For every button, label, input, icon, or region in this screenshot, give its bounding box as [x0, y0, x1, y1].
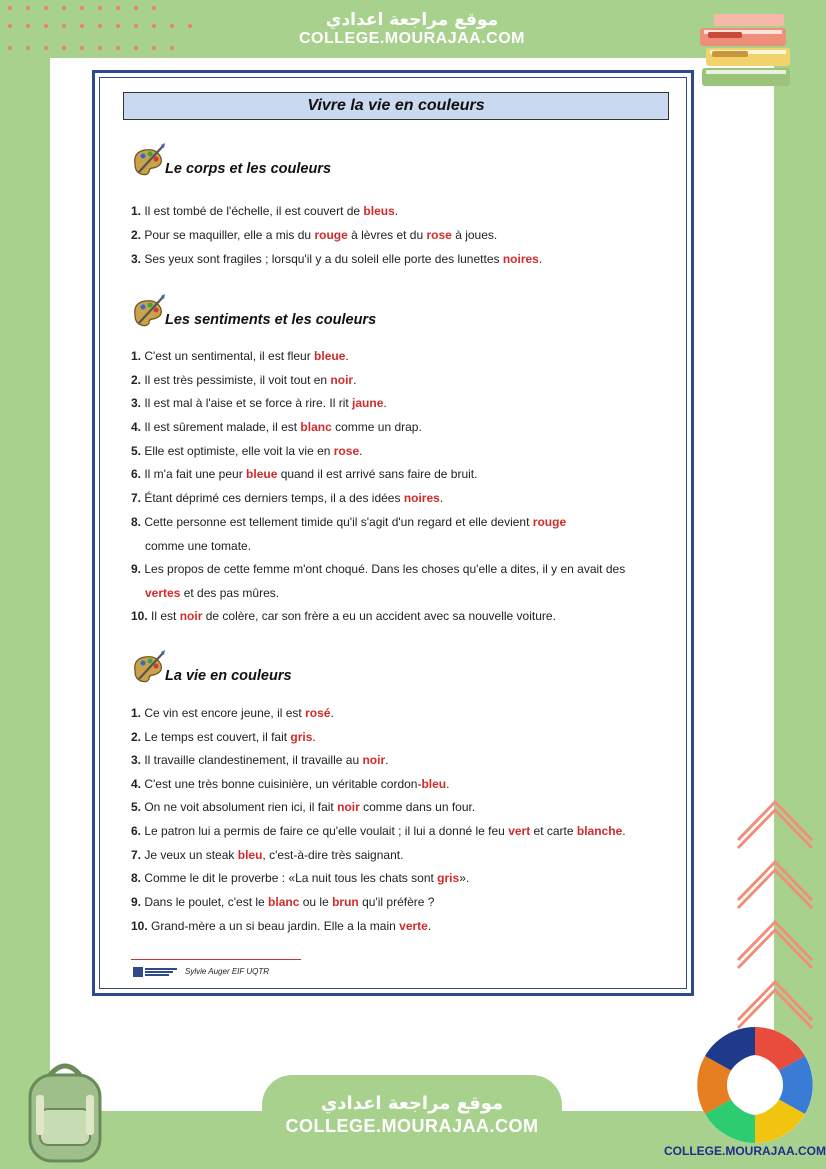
worksheet: [92, 70, 694, 996]
dot: [80, 6, 84, 10]
header-banner: [262, 0, 562, 58]
footer-author: Sylvie Auger EIF UQTR: [185, 967, 270, 977]
palette-brush-icon: [131, 142, 167, 178]
books-icon: [696, 10, 800, 94]
section-heading-text: Le corps et les couleurs: [165, 161, 332, 177]
item-number: 2.: [131, 373, 145, 387]
color-word: noir: [337, 800, 360, 814]
item-text: , c'est-à-dire très saignant.: [262, 848, 404, 862]
item-text: et des pas mûres.: [180, 586, 280, 600]
item-text: On ne voit absolument rien ici, il fait: [144, 800, 338, 814]
color-word: jaune: [352, 396, 384, 410]
item-text: .: [622, 824, 626, 838]
item-text: comme dans un four.: [359, 800, 476, 814]
dot: [62, 24, 66, 28]
footer-site-url[interactable]: COLLEGE.MOURAJAA.COM: [285, 1116, 539, 1136]
dot: [152, 6, 156, 10]
frame-left: [0, 0, 50, 1169]
dot: [98, 6, 102, 10]
item-text: Il est: [151, 609, 180, 623]
decorative-dots: [4, 2, 204, 52]
item-text: comme une tomate.: [145, 539, 252, 553]
item-number: 10.: [131, 919, 152, 933]
section-heading-text: La vie en couleurs: [165, 668, 292, 684]
item-number: 10.: [131, 609, 152, 623]
dot: [134, 46, 138, 50]
item-text: de colère, car son frère a eu un accident avec sa nouvelle voiture.: [202, 609, 556, 623]
palette-brush-icon: [131, 649, 167, 685]
item-text: Il est sûrement malade, il est: [144, 420, 301, 434]
item-number: 7.: [131, 848, 145, 862]
exercise-line: [131, 730, 316, 744]
item-text: qu'il préfère ?: [358, 895, 435, 909]
chevron-up-decorations: [730, 790, 820, 1030]
item-text: Les propos de cette femme m'ont choqué. Dans les choses qu'elle a dites, il y en avait des: [144, 562, 626, 576]
worksheet-title: Vivre la vie en couleurs: [123, 92, 669, 120]
item-text: .: [439, 491, 444, 505]
color-word: noir: [179, 609, 203, 623]
site-arabic-title: موقع مراجعة اعدادي: [325, 10, 499, 30]
brand-url[interactable]: COLLEGE.MOURAJAA.COM: [664, 1144, 826, 1158]
exercise-line: [131, 252, 542, 266]
dot: [134, 6, 138, 10]
color-word: noir: [362, 753, 386, 767]
site-url[interactable]: COLLEGE.MOURAJAA.COM: [299, 30, 525, 47]
section-heading: [131, 649, 531, 689]
section-heading: [131, 293, 531, 333]
item-text: .: [383, 396, 387, 410]
item-text: Comme le dit le proverbe : «La nuit tous les chats sont: [144, 871, 438, 885]
color-word: noires: [403, 491, 440, 505]
item-text: .: [312, 730, 316, 744]
color-word: bleu: [421, 777, 447, 791]
dot: [62, 6, 66, 10]
item-text: à joues.: [451, 228, 498, 242]
item-text: C'est un sentimental, il est fleur: [144, 349, 315, 363]
color-word: gris: [437, 871, 460, 885]
exercise-line: [145, 539, 251, 553]
footer-credit: [133, 966, 269, 978]
item-text: à lèvres et du: [347, 228, 427, 242]
item-text: Il m'a fait une peur: [144, 467, 247, 481]
item-text: et carte: [530, 824, 577, 838]
color-word: brun: [332, 895, 359, 909]
dot: [8, 6, 12, 10]
color-word: rouge: [532, 515, 567, 529]
color-word: verte: [399, 919, 428, 933]
item-text: Je veux un steak: [144, 848, 238, 862]
item-number: 1.: [131, 349, 145, 363]
item-text: .: [538, 252, 543, 266]
dot: [170, 46, 174, 50]
color-word: noires: [502, 252, 539, 266]
color-word: rouge: [314, 228, 348, 242]
item-text: .: [353, 373, 357, 387]
dot: [44, 46, 48, 50]
color-word: rose: [426, 228, 452, 242]
exercise-line: [131, 800, 475, 814]
color-word: vertes: [145, 586, 181, 600]
color-word: bleus: [363, 204, 395, 218]
item-number: 5.: [131, 800, 145, 814]
dot: [44, 6, 48, 10]
color-word: rose: [333, 444, 360, 458]
exercise-line: [131, 228, 497, 242]
subjects-circle-logo: [692, 1022, 818, 1148]
item-text: Il est tombé de l'échelle, il est couvert de: [144, 204, 364, 218]
section-heading-text: Les sentiments et les couleurs: [165, 312, 377, 328]
item-number: 4.: [131, 777, 145, 791]
dot: [26, 46, 30, 50]
color-word: gris: [290, 730, 313, 744]
item-text: .: [446, 777, 450, 791]
footer-divider: [131, 959, 301, 960]
exercise-line: [131, 777, 449, 791]
color-word: blanc: [268, 895, 300, 909]
item-text: quand il est arrivé sans faire de bruit.: [277, 467, 478, 481]
exercise-line: [131, 420, 422, 434]
color-word: noir: [330, 373, 354, 387]
item-text: Cette personne est tellement timide qu'il s'agit d'un regard et elle devient: [144, 515, 533, 529]
footer-banner: [262, 1075, 562, 1145]
exercise-line: [131, 444, 362, 458]
item-number: 9.: [131, 562, 145, 576]
item-number: 3.: [131, 396, 145, 410]
color-word: blanc: [300, 420, 332, 434]
dot: [80, 46, 84, 50]
exercise-line: [131, 396, 387, 410]
item-text: .: [330, 706, 334, 720]
item-text: Il est mal à l'aise et se force à rire. Il rit: [144, 396, 353, 410]
exercise-line: [131, 706, 334, 720]
dot: [8, 46, 12, 50]
color-word: rosé: [305, 706, 331, 720]
exercise-line: [131, 491, 443, 505]
exercise-line: [131, 919, 431, 933]
exercise-line: [131, 515, 566, 529]
item-number: 2.: [131, 228, 145, 242]
exercise-line: [131, 204, 398, 218]
item-number: 6.: [131, 467, 145, 481]
exercise-line: [131, 467, 477, 481]
color-word: bleue: [246, 467, 278, 481]
exercise-line: [131, 562, 625, 576]
exercise-line: [131, 349, 349, 363]
exercise-line: [131, 848, 403, 862]
item-number: 3.: [131, 753, 145, 767]
item-text: Grand-mère a un si beau jardin. Elle a la main: [151, 919, 400, 933]
dot: [116, 24, 120, 28]
color-word: blanche: [576, 824, 623, 838]
backpack-icon: [10, 1055, 120, 1165]
item-text: Étant déprimé ces derniers temps, il a des idées: [144, 491, 404, 505]
item-text: Pour se maquiller, elle a mis du: [144, 228, 315, 242]
item-text: .: [345, 349, 349, 363]
item-text: ou le: [299, 895, 333, 909]
item-number: 7.: [131, 491, 145, 505]
exercise-line: [131, 824, 626, 838]
footer-arabic-title: موقع مراجعة اعدادي: [320, 1093, 504, 1114]
dot: [98, 46, 102, 50]
dot: [152, 46, 156, 50]
exercise-line: [131, 871, 469, 885]
exercise-line: [131, 895, 434, 909]
item-number: 1.: [131, 706, 145, 720]
dot: [134, 24, 138, 28]
dot: [62, 46, 66, 50]
item-number: 8.: [131, 871, 145, 885]
item-text: ».: [459, 871, 470, 885]
dot: [116, 6, 120, 10]
dot: [98, 24, 102, 28]
exercise-line: [145, 586, 279, 600]
dot: [170, 24, 174, 28]
color-word: bleu: [237, 848, 263, 862]
item-number: 9.: [131, 895, 145, 909]
dot: [80, 24, 84, 28]
dot: [188, 24, 192, 28]
item-text: Il est très pessimiste, il voit tout en: [144, 373, 331, 387]
item-text: .: [427, 919, 432, 933]
item-text: Le temps est couvert, il fait: [144, 730, 291, 744]
item-number: 3.: [131, 252, 145, 266]
exercise-line: [131, 753, 388, 767]
palette-brush-icon: [131, 293, 167, 329]
item-number: 8.: [131, 515, 145, 529]
item-text: Le patron lui a permis de faire ce qu'elle voulait ; il lui a donné le feu: [144, 824, 509, 838]
dot: [8, 24, 12, 28]
item-number: 6.: [131, 824, 145, 838]
school-logo-icon: [133, 966, 179, 978]
dot: [116, 46, 120, 50]
section-heading: [131, 142, 531, 182]
item-text: .: [394, 204, 399, 218]
item-text: Il travaille clandestinement, il travaille au: [144, 753, 363, 767]
dot: [44, 24, 48, 28]
item-text: .: [359, 444, 363, 458]
item-number: 2.: [131, 730, 145, 744]
exercise-line: [131, 373, 356, 387]
color-word: vert: [508, 824, 531, 838]
exercise-line: [131, 609, 556, 623]
item-text: Ses yeux sont fragiles ; lorsqu'il y a du soleil elle porte des lunettes: [144, 252, 503, 266]
item-text: Elle est optimiste, elle voit la vie en: [144, 444, 334, 458]
item-text: .: [385, 753, 389, 767]
item-text: comme un drap.: [331, 420, 422, 434]
dot: [26, 24, 30, 28]
dot: [152, 24, 156, 28]
item-text: Ce vin est encore jeune, il est: [144, 706, 306, 720]
item-text: Dans le poulet, c'est le: [144, 895, 269, 909]
item-number: 1.: [131, 204, 145, 218]
item-text: C'est une très bonne cuisinière, un véritable cordon-: [144, 777, 422, 791]
item-number: 5.: [131, 444, 145, 458]
item-number: 4.: [131, 420, 145, 434]
dot: [26, 6, 30, 10]
color-word: bleue: [314, 349, 346, 363]
